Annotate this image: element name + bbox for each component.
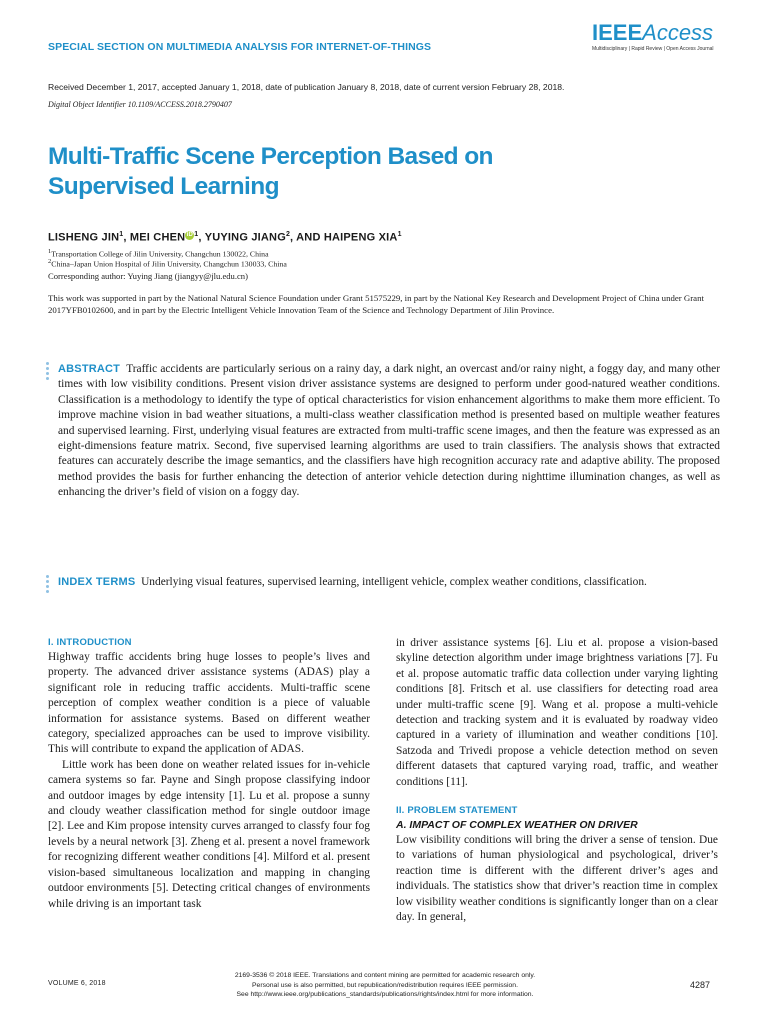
affiliation-text: Transportation College of Jilin University, Changchun 130022, China [51, 249, 269, 259]
author-affil-sup: 1 [194, 231, 199, 238]
paper-title: Multi-Traffic Scene Perception Based on Supervised Learning [48, 143, 493, 200]
logo-ieee: IEEE [592, 20, 643, 45]
index-terms-text: Underlying visual features, supervised learning, intelligent vehicle, complex weather conditions, classification. [141, 576, 647, 588]
author-name: MEI CHEN [129, 231, 186, 244]
author-affil-sup: 1 [119, 231, 124, 238]
logo-tagline: Multidisciplinary | Rapid Review | Open Access Journal [592, 46, 714, 52]
footer-line: 2169-3536 © 2018 IEEE. Translations and content mining are permitted for academic research only. [234, 972, 536, 979]
received-dates: Received December 1, 2017, accepted January 1, 2018, date of publication January 8, 2018, date of current version February 28, 2018. [48, 82, 565, 92]
author-name: YUYING JIANG [204, 231, 286, 244]
footer-volume: VOLUME 6, 2018 [48, 980, 106, 987]
abstract [58, 362, 720, 501]
affiliation-num: 1 [48, 248, 52, 255]
affiliation [48, 248, 269, 259]
footer-line: Personal use is also permitted, but republication/redistribution requires IEEE permission. [252, 981, 518, 989]
paragraph: Little work has been done on weather related issues for in-vehicle camera systems so far. Payne and Singh propose classifying indoor and outdoor images by edge intensity [1]. Lu et al. propose a sunny and cloudy weather classification method for single outdoor image [2]. Lee and Kim propose intensity curves arranged to classfy four fog levels by a neural network [3]. Zheng et al. present a novel framework for recognizing different weather conditions [4]. Milford et al. present vision-based simultaneous localization and mapping in changing outdoor environments [5]. Detecting critical changes of environments while driving is an important task [48, 758, 370, 910]
subsection-heading: A. IMPACT OF COMPLEX WEATHER ON DRIVER [396, 819, 638, 832]
corresponding-author: Corresponding author: Yuying Jiang (jiangyy@jlu.edu.cn) [48, 271, 248, 281]
section-heading: I. INTRODUCTION [48, 637, 132, 648]
section-heading: II. PROBLEM STATEMENT [396, 805, 518, 817]
right-column [396, 636, 718, 926]
funding-note: This work was supported in part by the National Natural Science Foundation under Grant 51575229, in part by the National Key Research and Development Project of China under Grant 2017YFB0102600, and in part by the Electric Intelligent Vehicle Innovation Team of the Science and Technology Department of Jilin Province. [48, 293, 704, 315]
affiliation [48, 258, 287, 269]
paragraph: in driver assistance systems [6]. Liu et al. propose a vision-based skyline detection algorithm under image brightness variations [7]. Fu et al. propose automatic traffic data collection under varying lighting conditions [8]. Fritsch et al. use classifiers for detecting road area under multi-traffic scene [9]. Wang et al. propose a multi-vehicle detection and tracking system and it is evaluated by roadway video captured in a variety of illumination and weather conditions [10]. Satzoda and Trivedi propose a vehicle detection method on seven different datasets that captured varying road, traffic, and weather conditions [11]. [396, 637, 718, 788]
dots-icon [46, 575, 50, 595]
index-terms-label: INDEX TERMS [58, 576, 136, 588]
author-list: LISHENG JIN$^1$, MEI CHENiD$^1$, YUYING JIANG$^2$, AND HAIPENG XIA$^1$ [48, 231, 402, 244]
index-terms [58, 575, 720, 590]
page-number: 4287 [690, 980, 711, 990]
section-banner: SPECIAL SECTION ON MULTIMEDIA ANALYSIS FOR INTERNET-OF-THINGS [48, 41, 432, 53]
abstract-text: Traffic accidents are particularly serious on a rainy day, a dark night, an overcast and/or rainy night, a foggy day, and many other times with low visibility conditions. Present vision driver assistance systems are designed to perform under good-natured weather conditions. Classification is a methodology to identify the type of optical characteristics for vision enhancement algorithms to make them more efficient. To improve machine vision in bad weather situations, a multi-class weather classification method is presented based on multiple weather features and supervised learning. First, underlying visual features are extracted from multi-traffic scene images, and then the feature was expressed as an eight-dimensions feature matrix. Second, five supervised learning algorithms are used to train classifiers. The analysis shows that extracted features can accurately describe the image semantics, and the classifiers have high recognition accuracy rate and adaptive ability. The proposed method provides the basis for further enhancing the detection of anterior vehicle detection during nighttime illumination changes, as well as enhancing the driver’s field of vision on a foggy day. [58, 363, 720, 499]
orcid-icon[interactable]: iD [186, 232, 193, 238]
affiliation-num: 2 [48, 258, 52, 265]
author-affil-sup: 1 [397, 231, 402, 238]
affiliation-text: China–Japan Union Hospital of Jilin University, Changchun 130033, China [51, 259, 287, 269]
ieee-access-logo [592, 22, 722, 62]
author-affil-sup: 2 [285, 231, 291, 238]
author-name: AND HAIPENG XIA [296, 231, 398, 244]
doi: Digital Object Identifier 10.1109/ACCESS.2018.2790407 [48, 100, 232, 109]
left-column [48, 636, 370, 912]
abstract-label: ABSTRACT [58, 363, 121, 375]
author-name: LISHENG JIN [48, 231, 120, 244]
footer-line: See http://www.ieee.org/publications_standards/publications/rights/index.html for more information. [236, 991, 534, 998]
dots-icon [46, 362, 50, 382]
logo-access: Access [642, 20, 714, 45]
paragraph: Highway traffic accidents bring huge losses to people’s lives and property. The advanced driver assistance systems (ADAS) play a significant role in reducing traffic accidents. Multi-traffic scene perception of complex weather condition is a piece of valuable information for assistance systems. Based on different weather category, specialized approaches can be used to improve visibility. This will contribute to expand the application of ADAS. [48, 651, 370, 756]
footer-copyright [180, 971, 590, 1000]
paragraph: Low visibility conditions will bring the driver a sense of tension. Due to variations of human physiological and psychological, driver’s reaction time is different with the different driver’s ages and individuals. The statistics show that driver’s reaction time in complex low visibility weather conditions is significantly longer than on a clear day. In general, [396, 834, 718, 924]
